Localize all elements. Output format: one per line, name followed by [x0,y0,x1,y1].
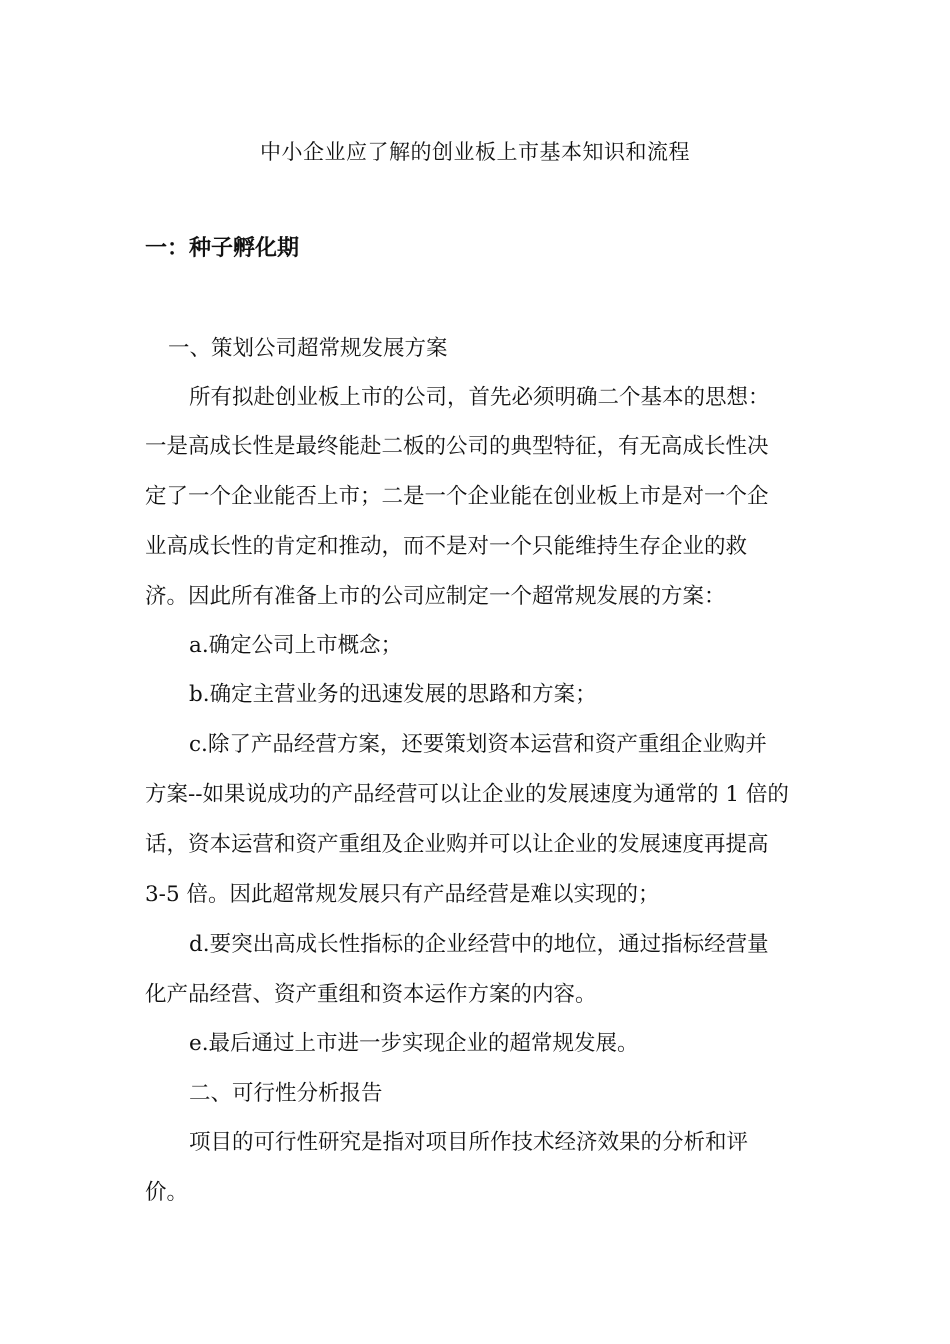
subheading-feasibility: 二、可行性分析报告 [189,1081,383,1106]
paragraph-line: 业高成长性的肯定和推动，而不是对一个只能维持生存企业的救 [145,534,748,559]
paragraph-line: 项目的可行性研究是指对项目所作技术经济效果的分析和评 [189,1130,749,1155]
list-item-b: b.确定主营业务的迅速发展的思路和方案； [189,682,597,707]
paragraph-line: 一是高成长性是最终能赴二板的公司的典型特征，有无高成长性决 [145,434,769,459]
paragraph-line: 济。因此所有准备上市的公司应制定一个超常规发展的方案： [145,584,726,609]
section-heading: 一：种子孵化期 [145,236,300,261]
list-item-c-line: 话，资本运营和资产重组及企业购并可以让企业的发展速度再提高 [145,832,769,857]
subheading-strategy: 一、策划公司超常规发展方案 [168,336,448,361]
list-item-a: a.确定公司上市概念； [189,633,403,658]
list-item-c-line: c.除了产品经营方案，还要策划资本运营和资产重组企业购并 [189,732,767,757]
paragraph-line: 所有拟赴创业板上市的公司，首先必须明确二个基本的思想： [189,385,770,410]
document-title: 中小企业应了解的创业板上市基本知识和流程 [260,140,690,164]
paragraph-line: 价。 [145,1180,189,1205]
list-item-c-line: 方案--如果说成功的产品经营可以让企业的发展速度为通常的 1 倍的 [145,782,789,807]
list-item-c-line: 3-5 倍。因此超常规发展只有产品经营是难以实现的； [145,882,660,907]
list-item-e: e.最后通过上市进一步实现企业的超常规发展。 [189,1031,639,1056]
list-item-d-line: d.要突出高成长性指标的企业经营中的地位，通过指标经营量 [189,932,769,957]
list-item-d-line: 化产品经营、资产重组和资本运作方案的内容。 [145,982,597,1007]
paragraph-line: 定了一个企业能否上市；二是一个企业能在创业板上市是对一个企 [145,484,769,509]
